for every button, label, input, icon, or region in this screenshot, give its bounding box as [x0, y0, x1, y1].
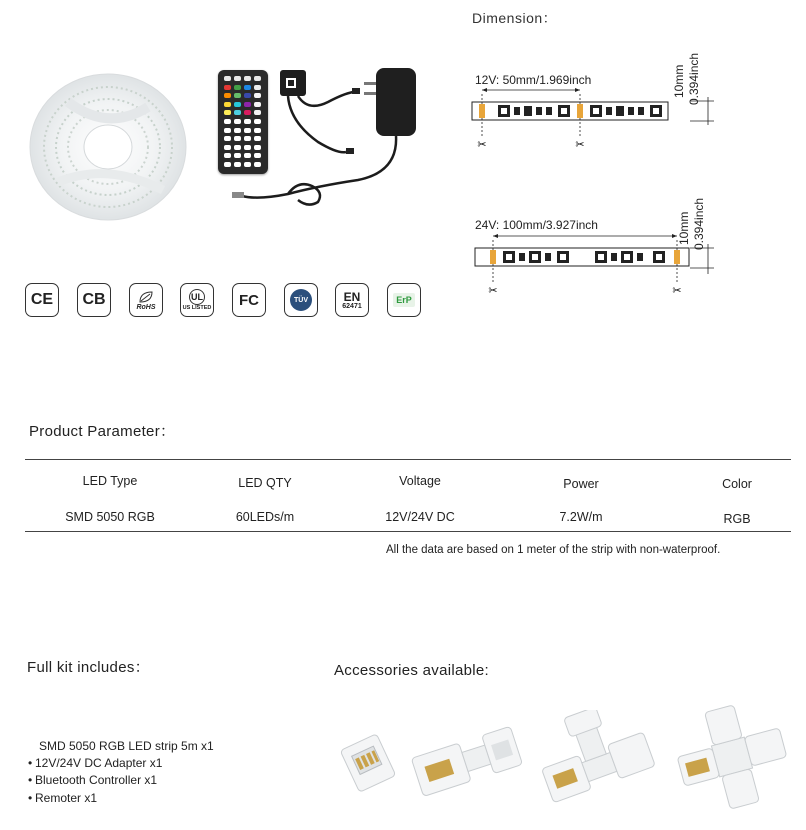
cell-led-type: SMD 5050 RGB	[65, 510, 155, 524]
en-62471-logo: EN 62471	[335, 283, 369, 317]
fcc-logo: FC	[232, 283, 266, 317]
table-top-border	[25, 459, 791, 460]
t-connector-image	[535, 710, 655, 805]
strip-12v-length-label: 12V: 50mm/1.969inch	[475, 73, 592, 87]
kit-item: • Bluetooth Controller x1	[28, 773, 158, 787]
scissors-icon: ✂	[575, 138, 585, 151]
table-footnote: All the data are based on 1 meter of the strip with non-waterproof.	[386, 544, 721, 556]
product-parameter-title: Product Parameter：	[29, 423, 176, 440]
rohs-logo: RoHS	[129, 283, 163, 317]
leaf-icon	[138, 290, 154, 304]
ul-listed-logo: UL US LISTED	[180, 283, 214, 317]
kit-item: • 12V/24V DC Adapter x1	[28, 756, 163, 770]
cell-voltage: 12V/24V DC	[385, 510, 455, 524]
strip-24v-diagram	[473, 232, 693, 302]
cell-power: 7.2W/m	[559, 510, 603, 524]
strip-12v-width-mm: 10mm	[672, 64, 686, 98]
controller-adapter-image	[228, 62, 428, 212]
kit-item: SMD 5050 RGB LED strip 5m x1	[39, 739, 214, 753]
cross-connector-image	[675, 705, 790, 810]
cell-led-qty: 60LEDs/m	[235, 510, 295, 524]
scissors-icon: ✂	[672, 284, 682, 297]
led-strip-reel-image	[28, 72, 188, 222]
full-kit-title: Full kit includes：	[27, 659, 150, 676]
tuv-logo: TÜV	[284, 283, 318, 317]
header-power: Power	[563, 477, 599, 491]
strip-24v-width-inch: 0.394inch	[692, 197, 706, 250]
ce-mark-logo: CE	[25, 283, 59, 317]
header-led-type: LED Type	[82, 474, 138, 488]
straight-connector-image	[338, 728, 398, 798]
accessories-title: Accessories available:	[334, 662, 490, 679]
strip-24v-length-label: 24V: 100mm/3.927inch	[475, 218, 598, 232]
header-voltage: Voltage	[399, 474, 441, 488]
header-led-qty: LED QTY	[238, 476, 292, 490]
dimension-title: Dimension：	[472, 10, 558, 26]
kit-item: • Remoter x1	[28, 791, 98, 805]
strip-12v-diagram	[470, 86, 670, 156]
cb-mark-logo: CB	[77, 283, 111, 317]
scissors-icon: ✂	[477, 138, 487, 151]
strip-12v-width-inch: 0.394inch	[687, 52, 701, 105]
l-connector-image	[405, 722, 525, 802]
erp-logo: ErP	[387, 283, 421, 317]
table-bottom-border	[25, 531, 791, 532]
header-color: Color	[722, 477, 752, 491]
scissors-icon: ✂	[488, 284, 498, 297]
strip-24v-width-mm: 10mm	[677, 211, 691, 245]
cell-color: RGB	[723, 512, 751, 526]
